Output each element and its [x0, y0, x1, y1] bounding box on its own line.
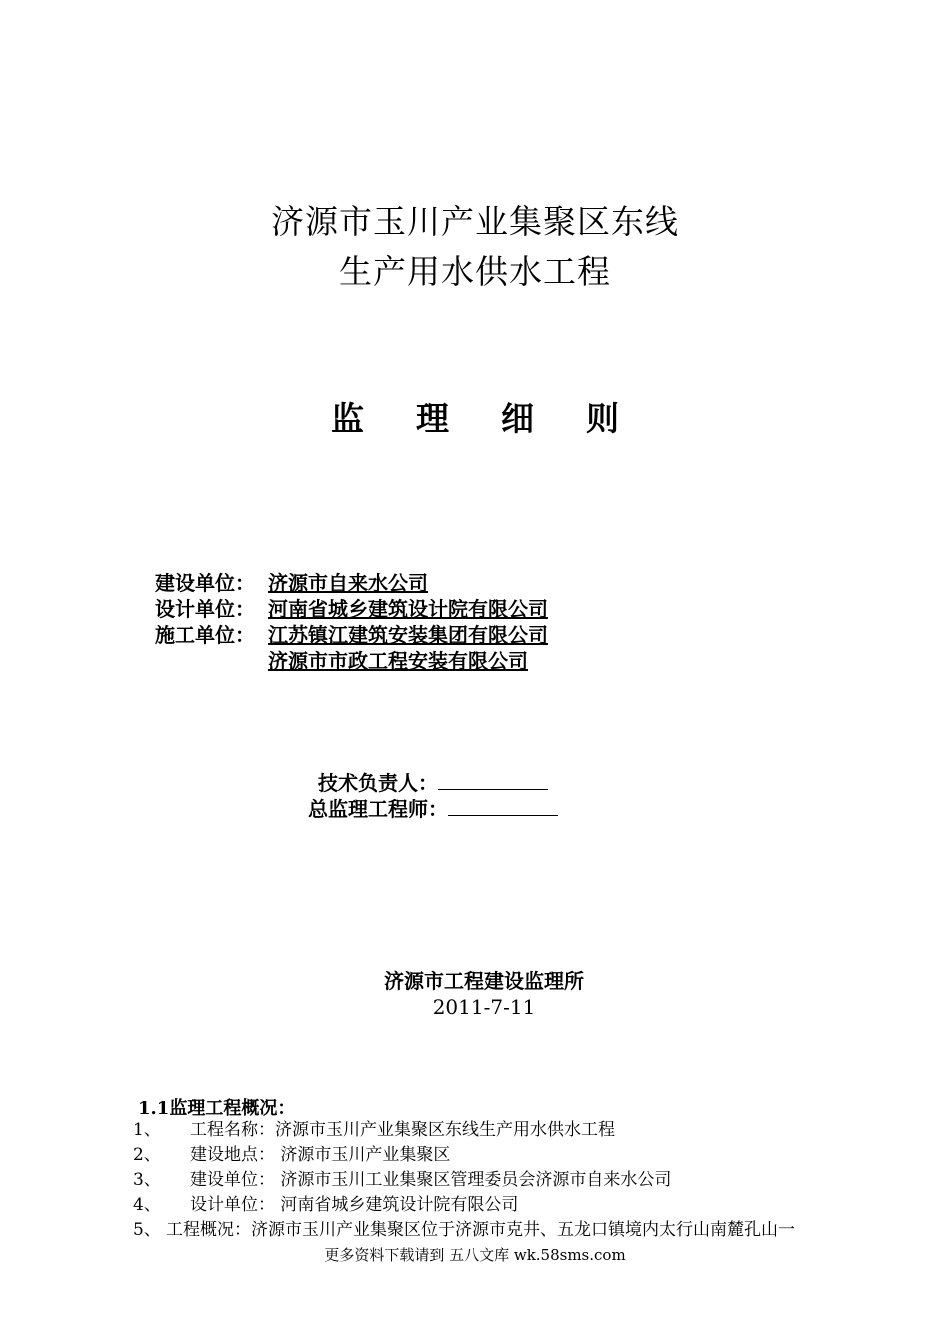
- unit-value: 江苏镇江建筑安装集团有限公司: [268, 623, 548, 647]
- list-item-number: 2、: [133, 1145, 161, 1165]
- list-item-number: 3、: [133, 1170, 161, 1190]
- organization-name: 济源市工程建设监理所: [384, 969, 584, 993]
- document-type-heading: [0, 399, 950, 438]
- unit-row-construction: [155, 570, 548, 596]
- issue-date: 2011-7-11: [432, 995, 536, 1019]
- unit-row-contractor-2: [155, 648, 548, 674]
- list-item-number: 5、: [133, 1220, 161, 1240]
- doc-type-char: 细: [501, 399, 534, 438]
- issuing-organization-block: [0, 968, 950, 1020]
- unit-label: [155, 648, 268, 674]
- list-item-text: 建设单位： 济源市玉川工业集聚区管理委员会济源市自来水公司: [190, 1170, 672, 1190]
- document-title-line-2: 生产用水供水工程: [339, 252, 611, 291]
- unit-value: 济源市市政工程安装有限公司: [268, 649, 528, 673]
- unit-row-contractor: [155, 622, 548, 648]
- chief-engineer-label: 总监理工程师：: [308, 797, 448, 821]
- signature-line: [438, 771, 548, 790]
- unit-value: 河南省城乡建筑设计院有限公司: [268, 597, 548, 621]
- doc-type-char: 则: [586, 399, 619, 438]
- list-item-text: 工程名称：济源市玉川产业集聚区东线生产用水供水工程: [190, 1120, 615, 1140]
- list-item-text: 建设地点： 济源市玉川产业集聚区: [190, 1145, 451, 1165]
- document-title-line-1: 济源市玉川产业集聚区东线: [271, 202, 679, 241]
- list-item-number: 1、: [133, 1120, 161, 1140]
- unit-row-design: [155, 596, 548, 622]
- unit-value: 济源市自来水公司: [268, 571, 428, 595]
- section-title: 1.1监理工程概况：: [138, 1098, 296, 1119]
- unit-label: 设计单位：: [155, 597, 255, 621]
- list-item-text: 设计单位： 河南省城乡建筑设计院有限公司: [190, 1195, 519, 1215]
- list-item-number: 4、: [133, 1195, 161, 1215]
- list-item-text: 工程概况：济源市玉川产业集聚区位于济源市克井、五龙口镇境内太行山南麓孔山一: [166, 1220, 795, 1240]
- footer-download-note: 更多资料下载请到 五八文库 wk.58sms.com: [324, 1246, 626, 1264]
- project-units: [155, 570, 548, 674]
- doc-type-char: 监: [331, 399, 364, 438]
- unit-label: 施工单位：: [155, 623, 255, 647]
- chief-engineer-signature: [308, 796, 558, 822]
- tech-lead-signature: [318, 770, 548, 796]
- unit-label: 建设单位：: [155, 571, 255, 595]
- tech-lead-label: 技术负责人：: [318, 771, 438, 795]
- doc-type-char: 理: [416, 399, 449, 438]
- signature-line: [448, 797, 558, 816]
